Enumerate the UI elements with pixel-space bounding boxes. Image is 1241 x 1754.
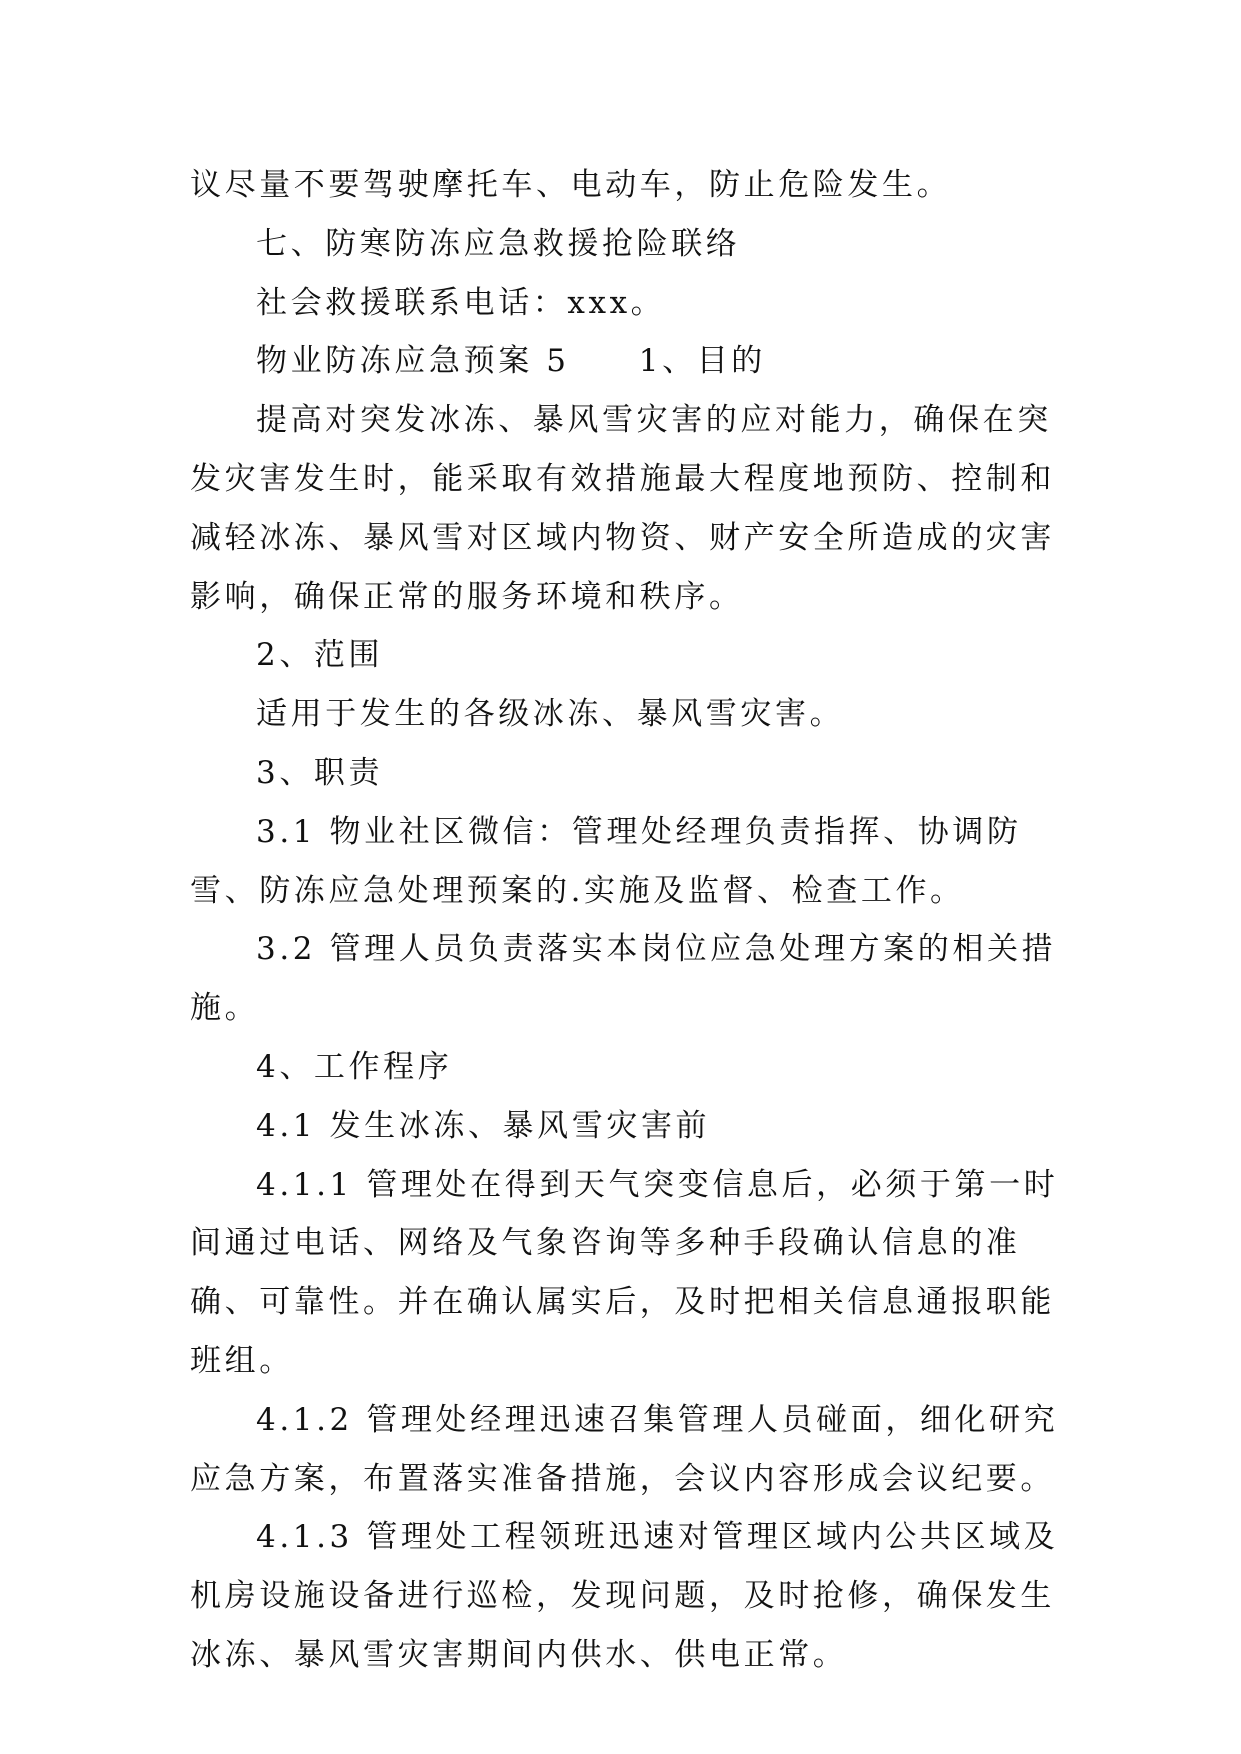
section-heading: 4、工作程序 xyxy=(256,1048,453,1085)
section-heading: 物业防冻应急预案 5 1、目的 xyxy=(256,343,766,380)
paragraph: 议尽量不要驾驶摩托车、电动车，防止危险发生。 xyxy=(190,167,952,203)
paragraph: 提高对突发冰冻、暴风雪灾害的应对能力，确保在突发灾害发生时，能采取有效措施最大程度地预防、控制和减轻冰冻、暴风雪对区域内物资、财产安全所造成的灾害影响，确保正常的服务环境和秩序。 xyxy=(190,402,1055,615)
document-body xyxy=(190,156,1060,1685)
paragraph: 适用于发生的各级冰冻、暴风雪灾害。 xyxy=(256,696,845,733)
paragraph: 3.2 管理人员负责落实本岗位应急处理方案的相关措施。 xyxy=(190,931,1057,1027)
paragraph: 社会救援联系电话：xxx。 xyxy=(256,284,666,321)
section-heading: 七、防寒防冻应急救援抢险联络 xyxy=(256,225,741,262)
paragraph: 3.1 物业社区微信：管理处经理负责指挥、协调防雪、防冻应急处理预案的.实施及监督、检查工作。 xyxy=(190,813,1022,909)
paragraph: 4.1.3 管理处工程领班迅速对管理区域内公共区域及机房设施设备进行巡检，发现问题，及时抢修，确保发生冰冻、暴风雪灾害期间内供水、供电正常。 xyxy=(190,1519,1059,1673)
paragraph: 4.1.2 管理处经理迅速召集管理人员碰面，细化研究应急方案，布置落实准备措施，会议内容形成会议纪要。 xyxy=(190,1401,1059,1497)
paragraph: 4.1.1 管理处在得到天气突变信息后，必须于第一时间通过电话、网络及气象咨询等多种手段确认信息的准确、可靠性。并在确认属实后，及时把相关信息通报职能班组。 xyxy=(190,1166,1059,1379)
section-heading: 3、职责 xyxy=(256,754,384,791)
subsection-heading: 4.1 发生冰冻、暴风雪灾害前 xyxy=(256,1107,711,1144)
section-heading: 2、范围 xyxy=(256,637,384,674)
